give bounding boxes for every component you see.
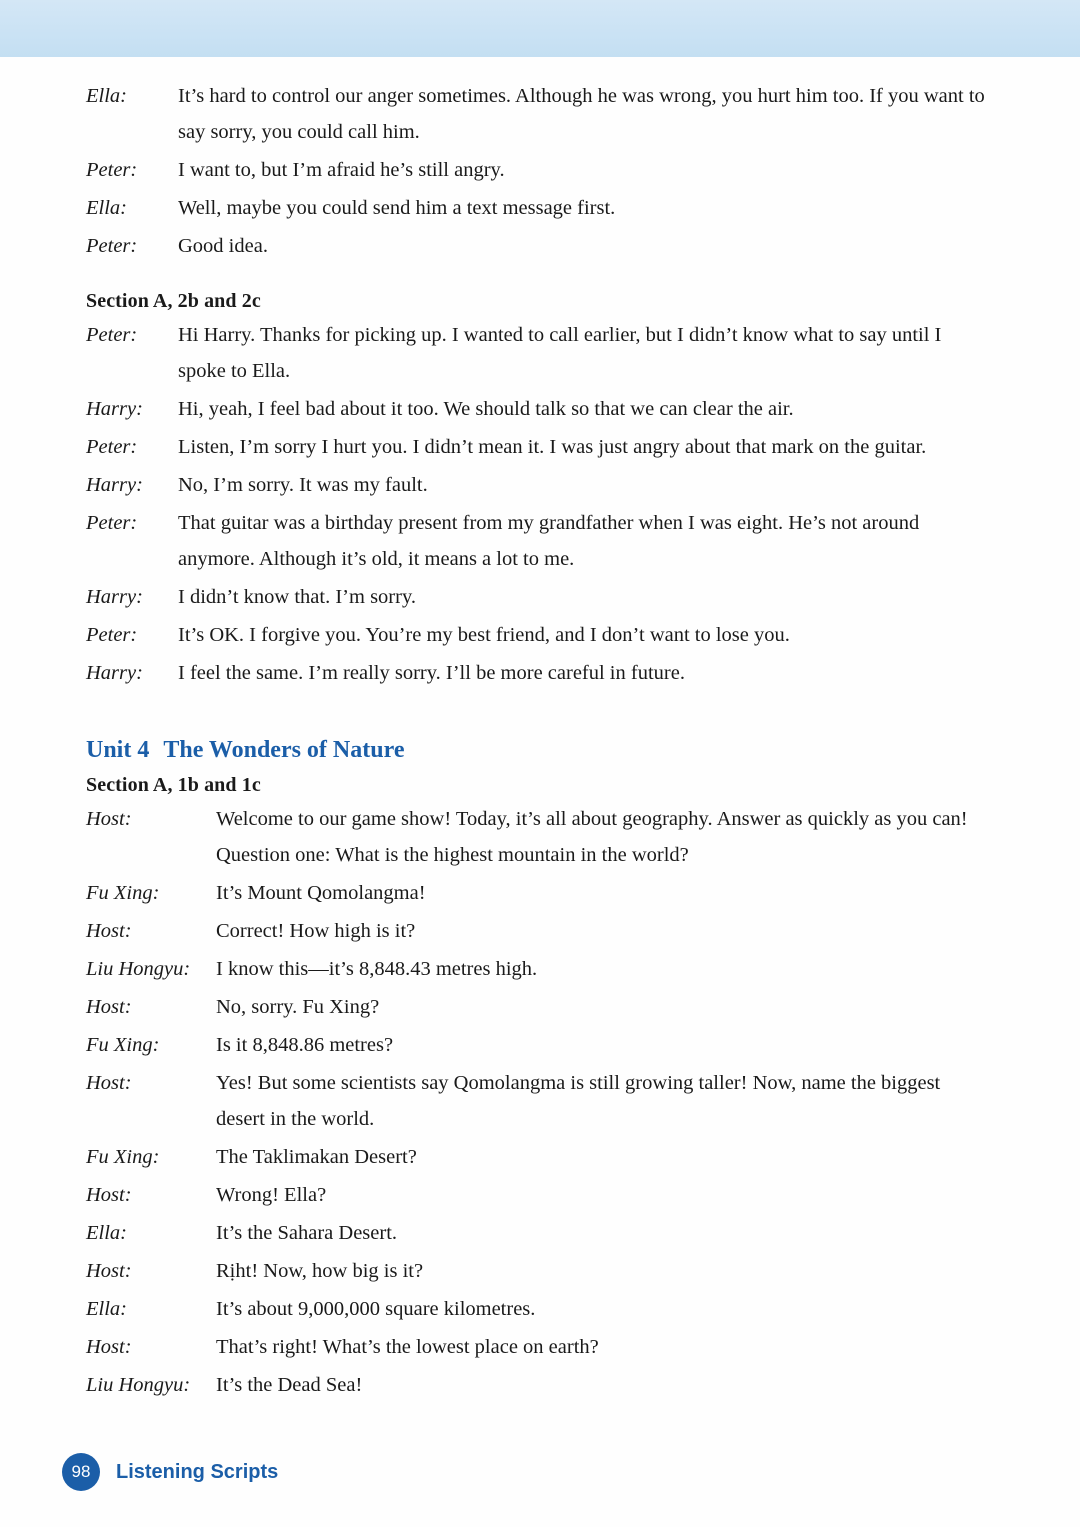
speaker-label: Harry: <box>86 398 143 420</box>
utterance-text: It’s hard to control our anger sometimes. Although he was wrong, you hurt him too. If you want to say sorry, you could call him. <box>178 85 985 143</box>
dialogue-line <box>86 1215 994 1251</box>
speaker-label: Peter: <box>86 436 138 458</box>
speaker-label: Ella: <box>86 1222 127 1244</box>
utterance-text: Rịht! Now, how big is it? <box>216 1260 424 1282</box>
utterance-text: That’s right! What’s the lowest place on earth? <box>216 1336 599 1358</box>
speaker-label: Peter: <box>86 159 138 181</box>
page-content <box>86 78 994 1405</box>
speaker-label: Harry: <box>86 586 143 608</box>
section-heading: Section A, 1b and 1c <box>86 774 261 796</box>
utterance-text: Correct! How high is it? <box>216 920 416 942</box>
speaker-label: Harry: <box>86 662 143 684</box>
speaker-label: Host: <box>86 1184 132 1206</box>
script-block-section-a-2b-2c <box>86 290 994 691</box>
dialogue-line <box>86 655 994 691</box>
utterance-text: That guitar was a birthday present from my grandfather when I was eight. He’s not around anymore. Although it’s old, it means a lot to me. <box>178 512 920 570</box>
speaker-label: Harry: <box>86 474 143 496</box>
dialogue-line <box>86 317 994 389</box>
speaker-label: Host: <box>86 920 132 942</box>
utterance-text: Hi Harry. Thanks for picking up. I wanted to call earlier, but I didn’t know what to say until I spoke to Ella. <box>178 324 942 382</box>
speaker-label: Peter: <box>86 512 138 534</box>
utterance-text: I didn’t know that. I’m sorry. <box>178 586 416 608</box>
section-heading: Section A, 2b and 2c <box>86 290 261 312</box>
utterance-text: I know this—it’s 8,848.43 metres high. <box>216 958 538 980</box>
unit-heading <box>86 737 994 764</box>
speaker-label: Liu Hongyu: <box>86 1374 191 1396</box>
dialogue-line <box>86 505 994 577</box>
dialogue-line <box>86 875 994 911</box>
dialogue-line <box>86 391 994 427</box>
speaker-label: Peter: <box>86 624 138 646</box>
utterance-text: Welcome to our game show! Today, it’s all about geography. Answer as quickly as you can! Question one: What is the highest mountain in the world? <box>216 808 968 866</box>
speaker-label: Fu Xing: <box>86 882 160 904</box>
dialogue-line <box>86 1065 994 1137</box>
utterance-text: Wrong! Ella? <box>216 1184 327 1206</box>
dialogue-line <box>86 913 994 949</box>
utterance-text: The Taklimakan Desert? <box>216 1146 417 1168</box>
utterance-text: Hi, yeah, I feel bad about it too. We should talk so that we can clear the air. <box>178 398 794 420</box>
utterance-text: I want to, but I’m afraid he’s still angry. <box>178 159 505 181</box>
dialogue-line <box>86 152 994 188</box>
utterance-text: It’s the Dead Sea! <box>216 1374 363 1396</box>
utterance-text: Is it 8,848.86 metres? <box>216 1034 394 1056</box>
dialogue-line <box>86 617 994 653</box>
dialogue-line <box>86 1291 994 1327</box>
dialogue-line <box>86 1329 994 1365</box>
utterance-text: It’s about 9,000,000 square kilometres. <box>216 1298 536 1320</box>
dialogue-line <box>86 579 994 615</box>
dialogue-line <box>86 1177 994 1213</box>
speaker-label: Liu Hongyu: <box>86 958 191 980</box>
dialogue-line <box>86 78 994 150</box>
speaker-label: Host: <box>86 1260 132 1282</box>
dialogue-line <box>86 190 994 226</box>
speaker-label: Ella: <box>86 197 127 219</box>
utterance-text: I feel the same. I’m really sorry. I’ll be more careful in future. <box>178 662 685 684</box>
footer-section-label: Listening Scripts <box>116 1460 279 1483</box>
utterance-text: No, sorry. Fu Xing? <box>216 996 380 1018</box>
utterance-text: No, I’m sorry. It was my fault. <box>178 474 428 496</box>
script-block-unit4-section-a-1b-1c <box>86 774 994 1403</box>
speaker-label: Ella: <box>86 1298 127 1320</box>
speaker-label: Fu Xing: <box>86 1034 160 1056</box>
speaker-label: Host: <box>86 996 132 1018</box>
dialogue-line <box>86 1139 994 1175</box>
dialogue-line <box>86 1027 994 1063</box>
utterance-text: Good idea. <box>178 235 268 257</box>
unit-number: Unit 4 <box>86 737 150 763</box>
speaker-label: Host: <box>86 1072 132 1094</box>
utterance-text: Well, maybe you could send him a text message first. <box>178 197 616 219</box>
page-footer <box>62 1453 278 1491</box>
utterance-text: It’s OK. I forgive you. You’re my best friend, and I don’t want to lose you. <box>178 624 790 646</box>
dialogue-line <box>86 951 994 987</box>
dialogue-line <box>86 801 994 873</box>
speaker-label: Ella: <box>86 85 127 107</box>
utterance-text: It’s Mount Qomolangma! <box>216 882 426 904</box>
script-block-continuation <box>86 78 994 264</box>
dialogue-line <box>86 429 994 465</box>
utterance-text: It’s the Sahara Desert. <box>216 1222 398 1244</box>
speaker-label: Peter: <box>86 235 138 257</box>
dialogue-line <box>86 1367 994 1403</box>
dialogue-line <box>86 989 994 1025</box>
speaker-label: Fu Xing: <box>86 1146 160 1168</box>
speaker-label: Peter: <box>86 324 138 346</box>
speaker-label: Host: <box>86 1336 132 1358</box>
dialogue-line <box>86 467 994 503</box>
dialogue-line <box>86 228 994 264</box>
utterance-text: Listen, I’m sorry I hurt you. I didn’t mean it. I was just angry about that mark on the guitar. <box>178 436 927 458</box>
header-band-fill <box>0 0 1080 57</box>
dialogue-line <box>86 1253 994 1289</box>
page-header-band <box>0 0 1080 57</box>
speaker-label: Host: <box>86 808 132 830</box>
page-number-badge: 98 <box>62 1453 100 1491</box>
unit-title: The Wonders of Nature <box>163 737 405 763</box>
utterance-text: Yes! But some scientists say Qomolangma is still growing taller! Now, name the biggest desert in the world. <box>216 1072 941 1130</box>
